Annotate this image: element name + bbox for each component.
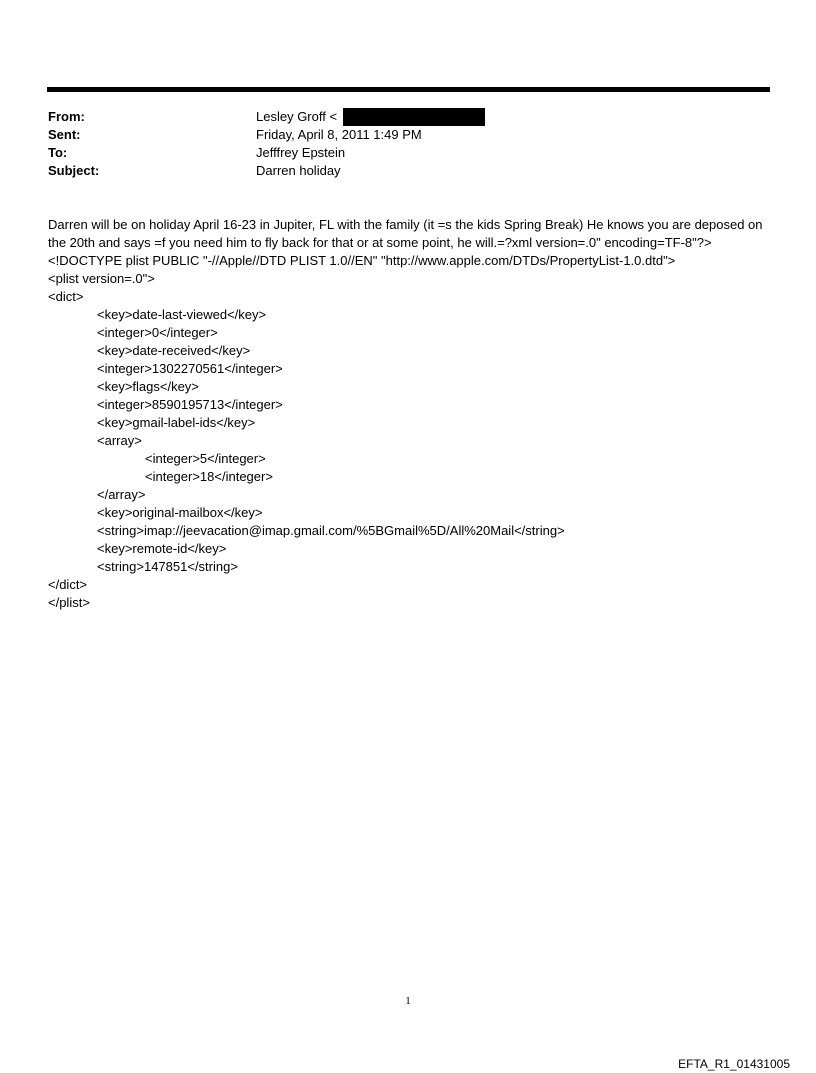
sent-row bbox=[48, 126, 485, 144]
from-label: From: bbox=[48, 109, 85, 124]
to-value: Jefffrey Epstein bbox=[256, 145, 346, 160]
body-line: <integer>8590195713</integer> bbox=[97, 397, 283, 412]
document-id: EFTA_R1_01431005 bbox=[678, 1057, 790, 1071]
body-line: <string>147851</string> bbox=[97, 559, 238, 574]
to-row bbox=[48, 144, 485, 162]
subject-row bbox=[48, 162, 485, 180]
body-line: <key>date-last-viewed</key> bbox=[97, 307, 267, 322]
body-line: <integer>5</integer> bbox=[145, 451, 266, 466]
body-line: <integer>18</integer> bbox=[145, 469, 273, 484]
subject-label: Subject: bbox=[48, 163, 100, 178]
email-body bbox=[48, 216, 768, 612]
body-line: <key>date-received</key> bbox=[97, 343, 251, 358]
body-line: <string>imap://jeevacation@imap.gmail.com/%5BGmail%5D/All%20Mail</string> bbox=[97, 523, 565, 538]
body-line: <integer>0</integer> bbox=[97, 325, 218, 340]
to-label: To: bbox=[48, 145, 68, 160]
from-value bbox=[256, 108, 485, 126]
body-line: </array> bbox=[97, 487, 146, 502]
body-line: <key>original-mailbox</key> bbox=[97, 505, 263, 520]
sent-label: Sent: bbox=[48, 127, 81, 142]
body-line: <key>gmail-label-ids</key> bbox=[97, 415, 256, 430]
from-name: Lesley Groff < bbox=[256, 109, 338, 124]
sent-value: Friday, April 8, 2011 1:49 PM bbox=[256, 127, 422, 142]
body-line: <key>flags</key> bbox=[97, 379, 199, 394]
from-row bbox=[48, 108, 485, 126]
body-line: </plist> bbox=[48, 595, 90, 610]
page-number: 1 bbox=[405, 995, 411, 1007]
body-line: <array> bbox=[97, 433, 142, 448]
body-line: </dict> bbox=[48, 577, 88, 592]
header-divider bbox=[47, 87, 770, 92]
body-paragraph: Darren will be on holiday April 16-23 in Jupiter, FL with the family (it =s the kids Spring Break) He knows you are deposed on the 20th and says =f you need him to fly back for that or at some point, he will.=?xml version=.0" encoding=TF-8"?> <!DOCTYPE plist PUBLIC "-//Apple//DTD PLIST 1.0//EN" "http://www.apple.com/DTDs/PropertyList-1.0.dtd"> bbox=[48, 217, 763, 268]
body-line: <key>remote-id</key> bbox=[97, 541, 227, 556]
body-line: <plist version=.0"> bbox=[48, 271, 155, 286]
email-header bbox=[48, 108, 485, 180]
body-line: <integer>1302270561</integer> bbox=[97, 361, 283, 376]
subject-value: Darren holiday bbox=[256, 163, 341, 178]
redaction-block bbox=[343, 108, 485, 126]
body-line: <dict> bbox=[48, 289, 84, 304]
